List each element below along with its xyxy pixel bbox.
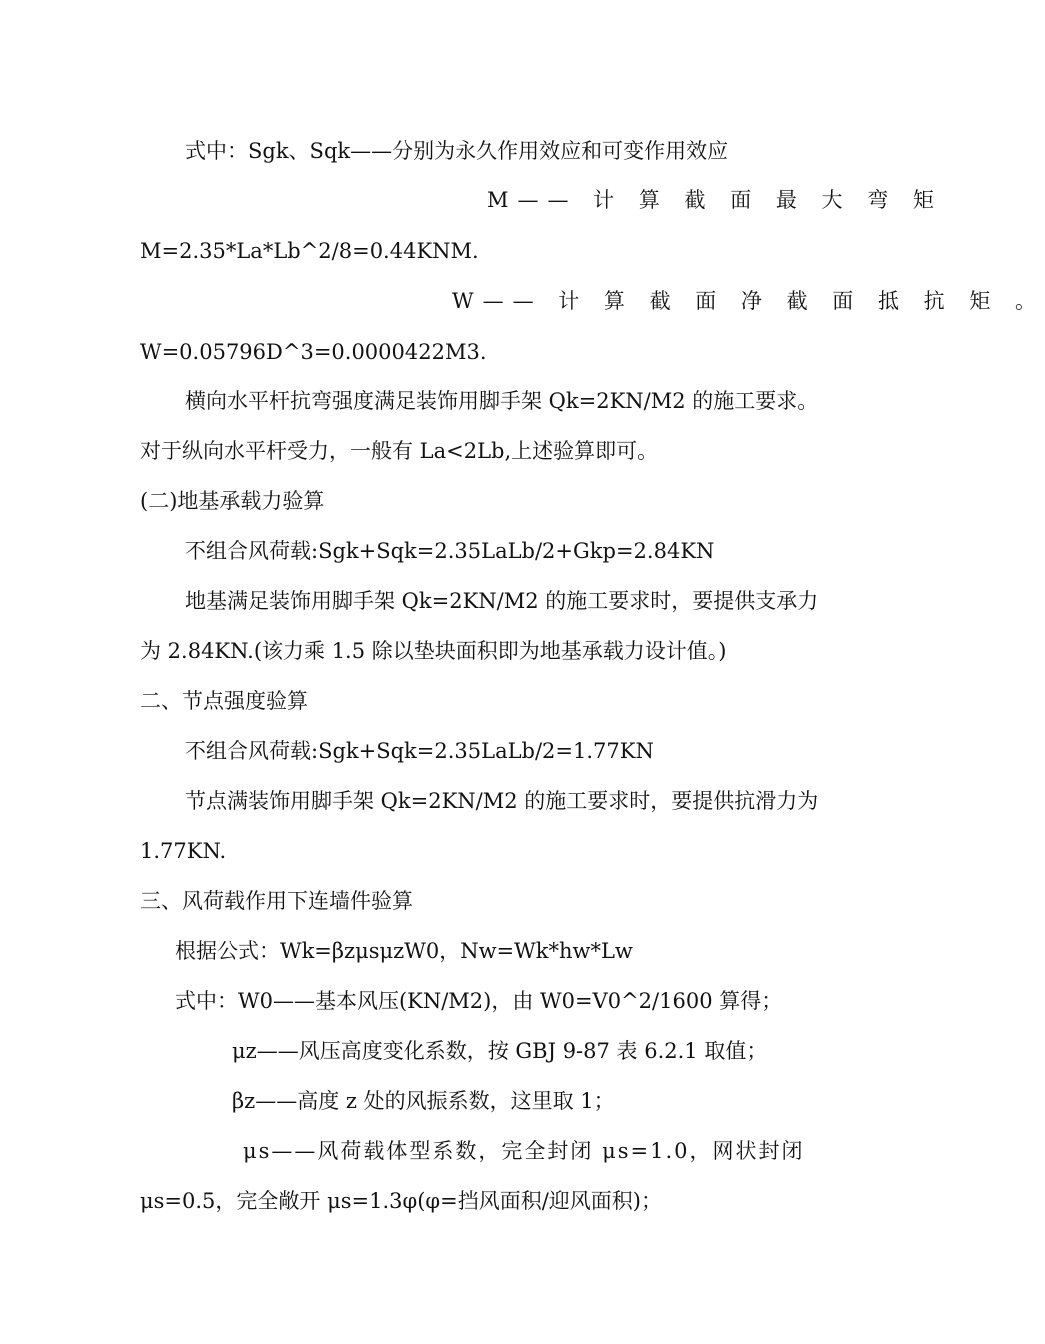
wind-load-formula: 根据公式：Wk=βzμsμzW0，Nw=Wk*hw*Lw <box>175 939 633 963</box>
node-requirement-line-2: 1.77KN. <box>140 839 227 863</box>
section-heading-node-strength: 二、节点强度验算 <box>140 689 308 713</box>
section-modulus-definition: W—— 计 算 截 面 净 截 面 抵 抗 矩 。 <box>452 289 1045 313</box>
section-modulus-formula: W=0.05796D^3=0.0000422M3. <box>140 340 487 364</box>
shape-coefficient-definition-line-1: μs——风荷载体型系数，完全封闭 μs=1.0，网状封闭 <box>243 1139 805 1163</box>
shape-coefficient-definition-line-2: μs=0.5，完全敞开 μs=1.3φ(φ=挡风面积/迎风面积)； <box>140 1189 662 1213</box>
section-heading-foundation: (二)地基承载力验算 <box>140 489 325 513</box>
wind-vibration-coefficient-definition: βz——高度 z 处的风振系数，这里取 1； <box>232 1089 615 1113</box>
longitudinal-bar-note: 对于纵向水平杆受力，一般有 La<2Lb,上述验算即可。 <box>140 439 659 463</box>
height-coefficient-definition: μz——风压高度变化系数，按 GBJ 9-87 表 6.2.1 取值； <box>232 1039 768 1063</box>
node-load-formula: 不组合风荷载:Sgk+Sqk=2.35LaLb/2=1.77KN <box>185 739 654 763</box>
foundation-load-formula: 不组合风荷载:Sgk+Sqk=2.35LaLb/2+Gkp=2.84KN <box>185 539 715 563</box>
formula-notation-line: 式中：Sgk、Sqk——分别为永久作用效应和可变作用效应 <box>185 139 729 163</box>
bending-strength-conclusion: 横向水平杆抗弯强度满足装饰用脚手架 Qk=2KN/M2 的施工要求。 <box>185 389 819 413</box>
section-heading-wall-tie: 三、风荷载作用下连墙件验算 <box>140 889 413 913</box>
foundation-requirement-line-2: 为 2.84KN.(该力乘 1.5 除以垫块面积即为地基承载力设计值。) <box>140 639 727 663</box>
basic-wind-pressure-definition: 式中：W0——基本风压(KN/M2)，由 W0=V0^2/1600 算得； <box>175 989 783 1013</box>
node-requirement-line-1: 节点满装饰用脚手架 Qk=2KN/M2 的施工要求时，要提供抗滑力为 <box>185 789 819 813</box>
foundation-requirement-line-1: 地基满足装饰用脚手架 Qk=2KN/M2 的施工要求时，要提供支承力 <box>185 589 819 613</box>
moment-formula: M=2.35*La*Lb^2/8=0.44KNM. <box>140 239 479 263</box>
max-moment-definition: M—— 计 算 截 面 最 大 弯 矩 <box>487 188 943 212</box>
